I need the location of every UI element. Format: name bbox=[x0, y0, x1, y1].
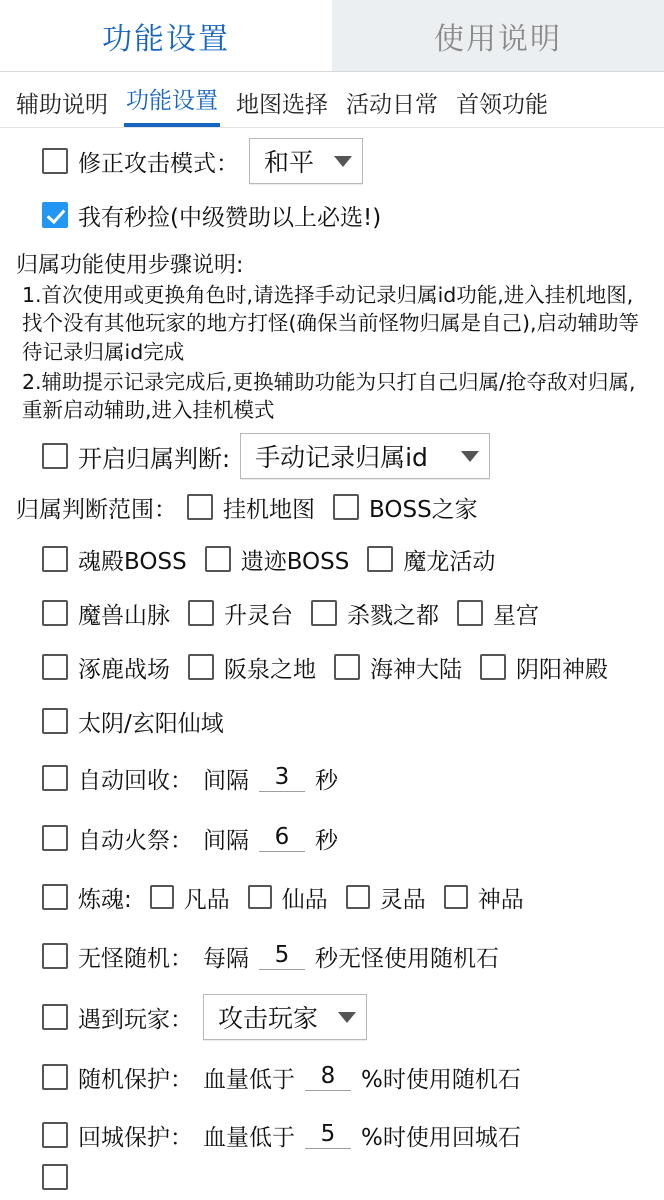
checkbox-random-protect[interactable] bbox=[42, 1064, 68, 1090]
input-auto-recycle-interval[interactable]: 3 bbox=[259, 764, 305, 792]
label-ruins-boss: 遗迹BOSS bbox=[240, 548, 350, 575]
checkbox-soul-hall-boss[interactable] bbox=[42, 546, 68, 572]
tab-activity-daily[interactable] bbox=[344, 84, 440, 127]
checkbox-yinyang-temple[interactable] bbox=[480, 654, 506, 680]
checkbox-auto-recycle[interactable] bbox=[42, 765, 68, 791]
input-auto-fire-interval[interactable]: 6 bbox=[259, 824, 305, 852]
select-meet-player-value: 攻击玩家 bbox=[218, 1004, 319, 1034]
label-refine-immortal: 仙品 bbox=[281, 886, 328, 913]
label-auto-recycle-prefix: 间隔 bbox=[203, 767, 249, 794]
tab-function-settings[interactable] bbox=[124, 80, 220, 127]
label-beast-mountains: 魔兽山脉 bbox=[78, 602, 170, 629]
label-town-protect-prefix: 血量低于 bbox=[203, 1124, 295, 1151]
label-sea-god-continent: 海神大陆 bbox=[370, 656, 462, 683]
label-random-protect-suffix: %时使用随机石 bbox=[361, 1066, 521, 1093]
chevron-down-icon bbox=[334, 156, 352, 167]
checkbox-slaughter-city[interactable] bbox=[311, 600, 337, 626]
checkbox-refine-common[interactable] bbox=[150, 885, 174, 909]
row-maps-4 bbox=[0, 694, 664, 748]
select-ownership-mode-value: 手动记录归属id bbox=[255, 443, 428, 473]
label-refine-spirit: 灵品 bbox=[379, 886, 426, 913]
label-no-monster-prefix: 每隔 bbox=[203, 945, 249, 972]
select-ownership-mode[interactable] bbox=[240, 433, 490, 479]
checkbox-refine-divine[interactable] bbox=[444, 885, 468, 909]
label-attack-mode: 修正攻击模式： bbox=[78, 150, 239, 177]
row-ownership-range bbox=[0, 482, 664, 532]
tab-label: 首领功能 bbox=[456, 92, 548, 118]
select-meet-player-action[interactable] bbox=[203, 994, 367, 1040]
row-meet-player bbox=[0, 986, 664, 1048]
checkbox-refine-immortal[interactable] bbox=[248, 885, 272, 909]
checkbox-sea-god-continent[interactable] bbox=[334, 654, 360, 680]
checkbox-range-boss-home[interactable] bbox=[333, 494, 359, 520]
label-soul-hall-boss: 魂殿BOSS bbox=[78, 548, 187, 575]
tab-help[interactable] bbox=[14, 84, 110, 127]
row-maps-1 bbox=[0, 532, 664, 586]
label-range-idle-map: 挂机地图 bbox=[223, 496, 315, 523]
select-attack-mode-value: 和平 bbox=[264, 148, 315, 177]
sub-tab-bar bbox=[0, 72, 664, 128]
help-title: 归属功能使用步骤说明: bbox=[16, 253, 244, 278]
tab-map-select[interactable] bbox=[234, 84, 330, 127]
tab-label: 功能设置 bbox=[126, 88, 218, 114]
tab-label: 辅助说明 bbox=[16, 92, 108, 118]
checkbox-banquan-land[interactable] bbox=[188, 654, 214, 680]
checkbox-instant-pick[interactable] bbox=[42, 202, 68, 228]
window-tab-instructions[interactable] bbox=[332, 0, 664, 71]
checkbox-zhuolu-battlefield[interactable] bbox=[42, 654, 68, 680]
checkbox-beast-mountains[interactable] bbox=[42, 600, 68, 626]
label-zhuolu-battlefield: 涿鹿战场 bbox=[78, 656, 170, 683]
row-refine-soul bbox=[0, 868, 664, 926]
label-auto-recycle: 自动回收： bbox=[78, 767, 193, 794]
label-star-palace: 星宫 bbox=[493, 602, 539, 629]
row-random-protect bbox=[0, 1048, 664, 1106]
window-tab-function-settings[interactable] bbox=[0, 0, 332, 71]
checkbox-star-palace[interactable] bbox=[457, 600, 483, 626]
label-meet-player: 遇到玩家： bbox=[78, 1006, 193, 1033]
checkbox-partial-next[interactable] bbox=[42, 1164, 68, 1190]
label-refine-divine: 神品 bbox=[477, 886, 524, 913]
label-taiyin-xuanyang-realm: 太阴/玄阳仙域 bbox=[78, 710, 224, 737]
checkbox-ruins-boss[interactable] bbox=[205, 546, 231, 572]
window-tab-bar bbox=[0, 0, 664, 72]
checkbox-auto-fire[interactable] bbox=[42, 825, 68, 851]
label-town-protect: 回城保护： bbox=[78, 1124, 193, 1151]
checkbox-ascension-platform[interactable] bbox=[188, 600, 214, 626]
label-demon-dragon-event: 魔龙活动 bbox=[403, 548, 496, 575]
label-no-monster-suffix: 秒无怪使用随机石 bbox=[315, 945, 499, 972]
checkbox-taiyin-xuanyang-realm[interactable] bbox=[42, 708, 68, 734]
chevron-down-icon bbox=[338, 1012, 356, 1023]
tab-boss-function[interactable] bbox=[454, 84, 550, 127]
row-partial-next bbox=[0, 1164, 664, 1190]
window-tab-label: 功能设置 bbox=[102, 21, 230, 57]
row-maps-2 bbox=[0, 586, 664, 640]
label-auto-recycle-suffix: 秒 bbox=[315, 767, 338, 794]
label-range-boss-home: BOSS之家 bbox=[369, 496, 478, 523]
input-no-monster-interval[interactable]: 5 bbox=[259, 942, 305, 970]
label-instant-pick: 我有秒捡(中级赞助以上必选!) bbox=[78, 204, 382, 231]
label-auto-fire: 自动火祭： bbox=[78, 827, 193, 854]
window-tab-label: 使用说明 bbox=[434, 21, 562, 57]
label-no-monster-random: 无怪随机： bbox=[78, 945, 193, 972]
help-line-1: 1.首次使用或更换角色时,请选择手动记录归属id功能,进入挂机地图,找个没有其他玩家的地方打怪(确保当前怪物归属是自己),启动辅助等待记录归属id完成 bbox=[22, 283, 640, 364]
checkbox-refine-spirit[interactable] bbox=[346, 885, 370, 909]
row-instant-pick bbox=[0, 188, 664, 242]
checkbox-ownership-judge[interactable] bbox=[42, 443, 68, 469]
checkbox-attack-mode[interactable] bbox=[42, 148, 68, 174]
label-ownership-range: 归属判断范围： bbox=[16, 496, 177, 523]
settings-panel bbox=[0, 128, 664, 1190]
label-auto-fire-suffix: 秒 bbox=[315, 827, 338, 854]
input-town-protect-hp[interactable]: 5 bbox=[305, 1121, 351, 1149]
label-random-protect: 随机保护： bbox=[78, 1066, 193, 1093]
row-ownership-judge bbox=[0, 424, 664, 482]
tab-label: 地图选择 bbox=[236, 92, 328, 118]
checkbox-refine-soul[interactable] bbox=[42, 884, 68, 910]
tab-label: 活动日常 bbox=[346, 92, 438, 118]
row-no-monster-random bbox=[0, 926, 664, 986]
select-attack-mode[interactable] bbox=[249, 138, 363, 184]
checkbox-town-protect[interactable] bbox=[42, 1122, 68, 1148]
checkbox-range-idle-map[interactable] bbox=[187, 494, 213, 520]
label-ownership-judge: 开启归属判断: bbox=[78, 444, 231, 473]
label-refine-common: 凡品 bbox=[183, 886, 230, 913]
label-auto-fire-prefix: 间隔 bbox=[203, 827, 249, 854]
label-yinyang-temple: 阴阳神殿 bbox=[516, 656, 608, 683]
checkbox-no-monster-random[interactable] bbox=[42, 943, 68, 969]
row-town-protect bbox=[0, 1106, 664, 1164]
input-random-protect-hp[interactable]: 8 bbox=[305, 1063, 351, 1091]
row-maps-3 bbox=[0, 640, 664, 694]
checkbox-demon-dragon-event[interactable] bbox=[367, 546, 393, 572]
label-banquan-land: 阪泉之地 bbox=[224, 656, 316, 683]
label-slaughter-city: 杀戮之都 bbox=[347, 602, 439, 629]
checkbox-meet-player[interactable] bbox=[42, 1004, 68, 1030]
label-refine-soul: 炼魂: bbox=[78, 886, 132, 913]
help-line-2: 2.辅助提示记录完成后,更换辅助功能为只打自己归属/抢夺敌对归属,重新启动辅助,进入挂机模式 bbox=[22, 369, 636, 423]
row-auto-fire bbox=[0, 808, 664, 868]
row-auto-recycle bbox=[0, 748, 664, 808]
chevron-down-icon bbox=[461, 451, 479, 462]
row-attack-mode bbox=[0, 134, 664, 188]
label-random-protect-prefix: 血量低于 bbox=[203, 1066, 295, 1093]
label-town-protect-suffix: %时使用回城石 bbox=[361, 1124, 521, 1151]
label-ascension-platform: 升灵台 bbox=[224, 602, 293, 629]
